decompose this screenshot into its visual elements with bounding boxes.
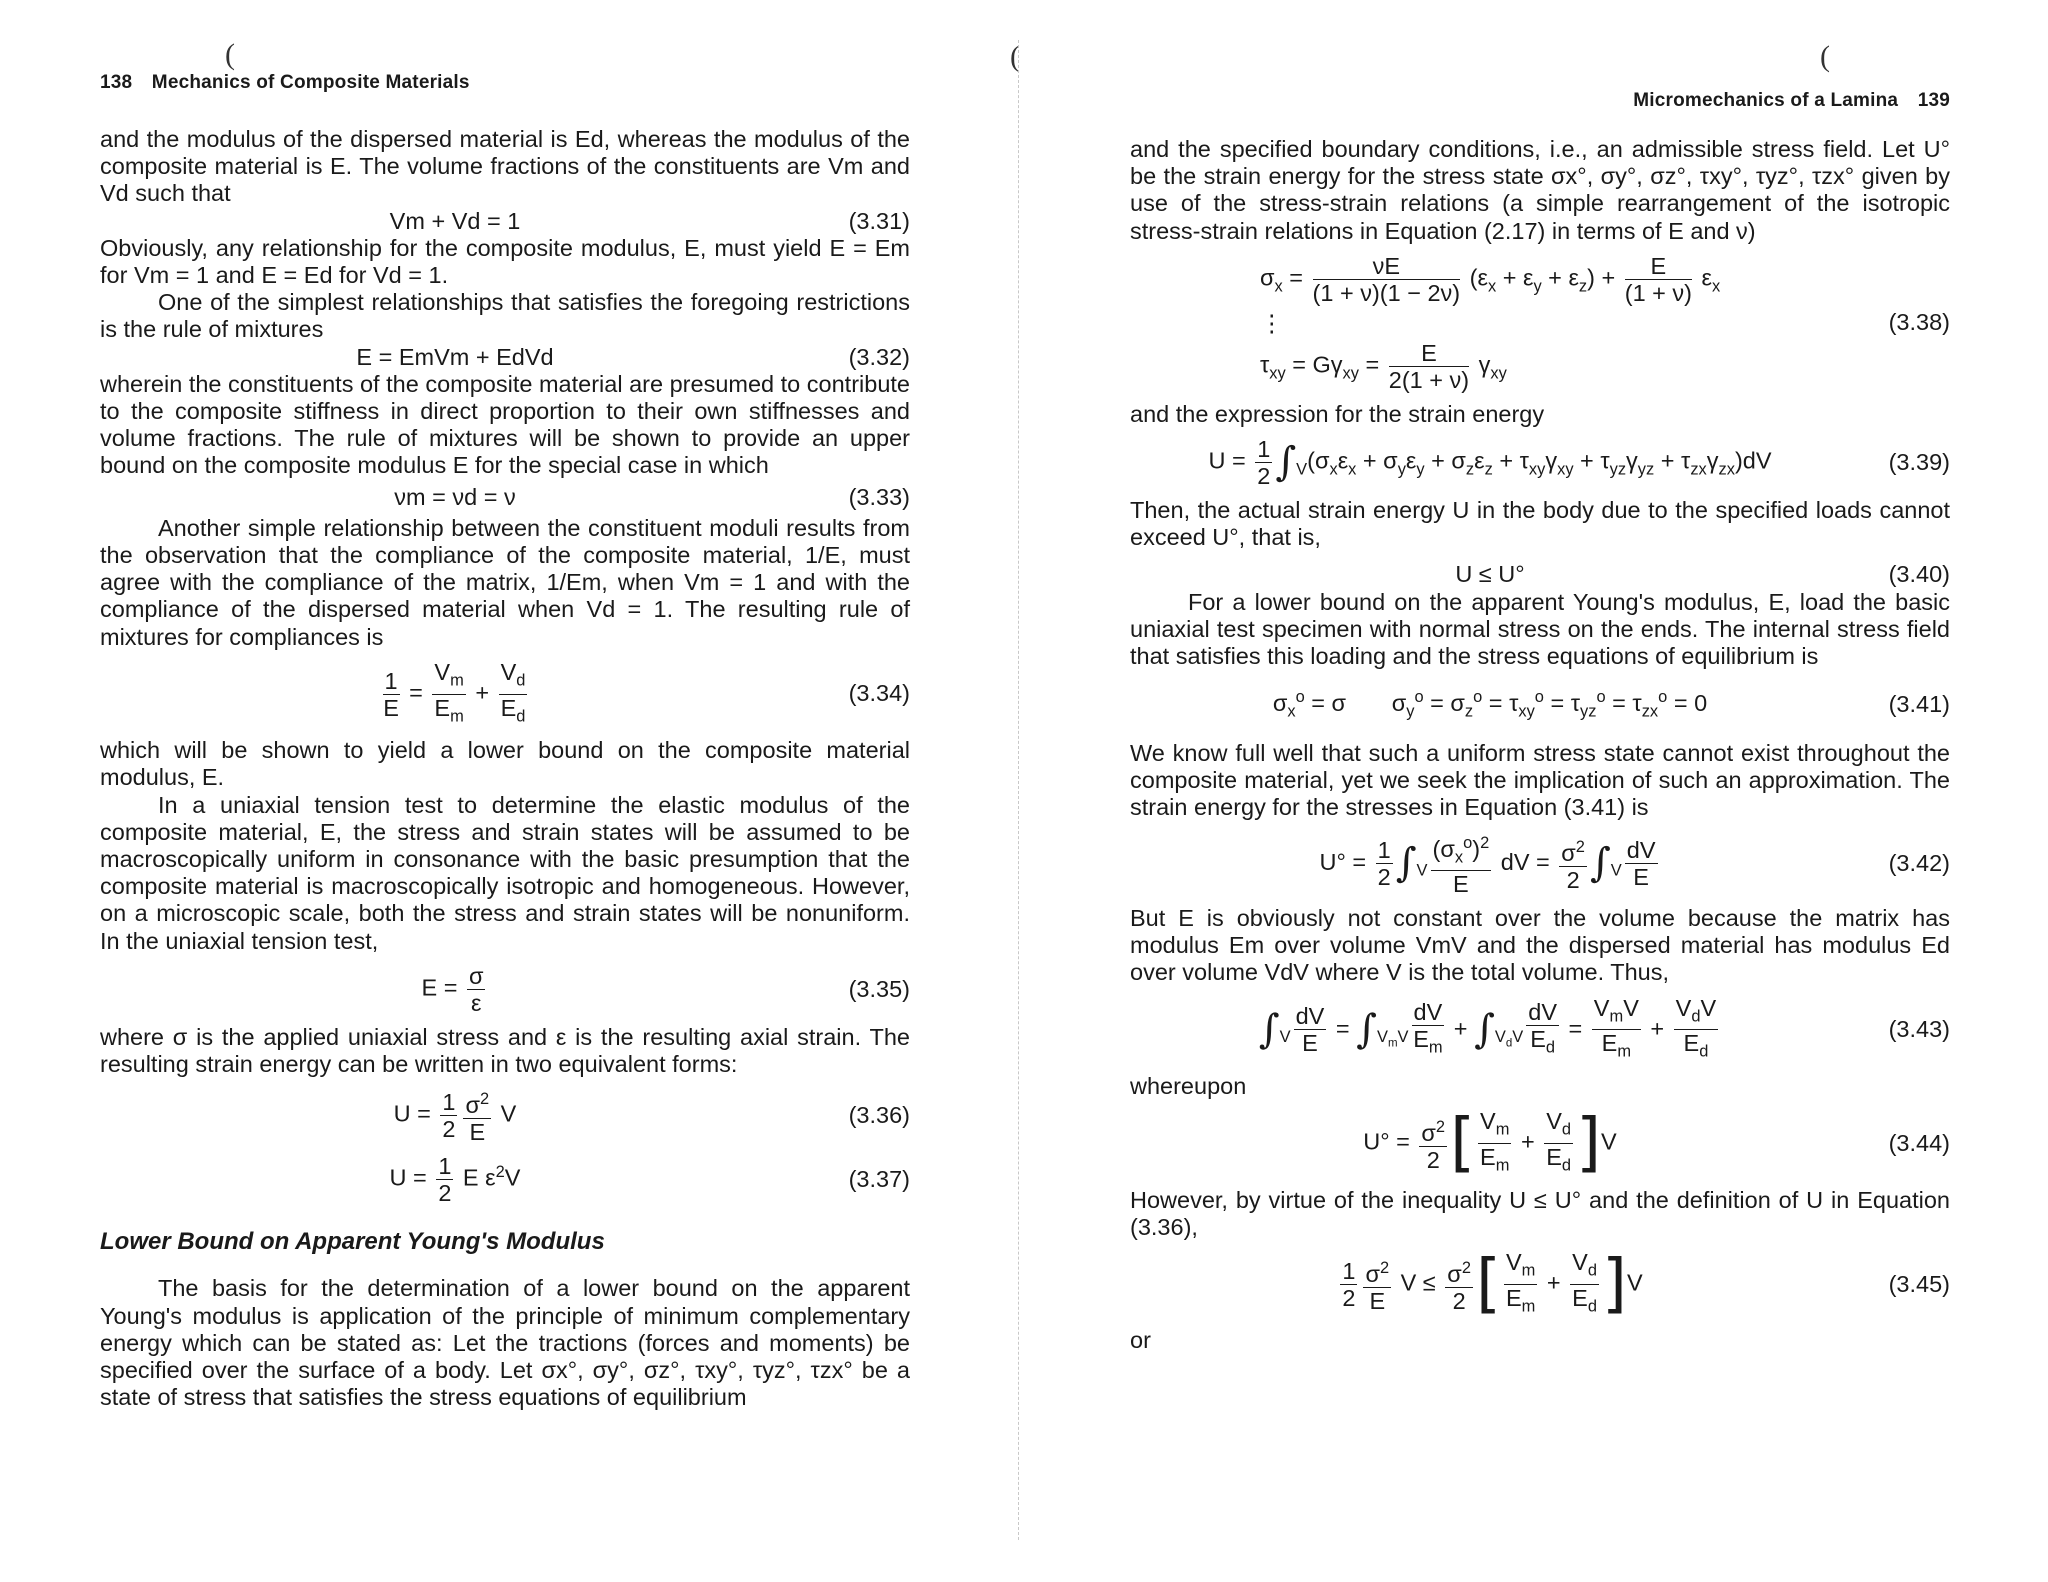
equation-number: (3.39) (1888, 448, 1950, 475)
equation-formula: $\sigma_x^o = \sigma$ $\sigma_y^o = \sigma_z^o = \tau_{xy}^o = \tau_{yz}^o = \tau_{zx}^o = 0$ (1272, 688, 1708, 721)
equation-number: (3.38) (1888, 309, 1950, 336)
equation-formula: U = $\frac{1}{2}$ $\frac{\sigma^2}{E}$ V (100, 1086, 810, 1145)
equation-formula: U° = $\frac{1}{2}$ $\int_V$ $\frac{(\sigma_x^o)^2}{E}$ dV = $\frac{\sigma^2}{2}$ $\int_V$ $\frac{dV}{E}$ (1130, 830, 1850, 898)
equation-number: (3.45) (1888, 1270, 1950, 1297)
equation-formula: $\sigma_x$ = $\frac{\nu E}{(1 + \nu)(1 - 2\nu)}$ $(\varepsilon_x + \varepsilon_y + \varepsilon_z)$ + $\frac{E}{(1 + \nu)}$ $\varepsilon_x$ ⋮ $\tau_{xy} = G\gamma_{xy}$ = $\frac{E}{2(1 + \nu)}$ $\gamma_{xy}$ (1260, 252, 1721, 393)
left-body (100, 126, 910, 1411)
paragraph: However, by virtue of the inequality U ≤ U° and the definition of U in Equation (3.36), (1130, 1186, 1950, 1240)
left-running-head (100, 72, 470, 94)
equation-3-43 (1130, 995, 1950, 1065)
scan-mark-right: ( (1820, 40, 1830, 73)
paragraph: Then, the actual strain energy U in the body due to the specified loads cannot exceed U°, that is, (1130, 497, 1950, 551)
equation-text: U ≤ U° (1455, 561, 1525, 588)
left-running-title: Mechanics of Composite Materials (151, 72, 470, 93)
equation-formula: U = $\frac{1}{2}$ E $\varepsilon^2V$ (389, 1153, 521, 1207)
equation-formula: $\frac{1}{2}$ $\frac{\sigma^2}{E}$ V ≤ $\frac{\sigma^2}{2}$ [ $\frac{V_m}{E_m}$ + $\frac{V_d}{E_d}$ ]V (1342, 1247, 1643, 1322)
paragraph: or (1130, 1327, 1151, 1354)
equation-formula: U° = $\frac{\sigma^2}{2}$ [ $\frac{V_m}{E_m}$ + $\frac{V_d}{E_d}$ ]V (1363, 1106, 1617, 1181)
paragraph: and the expression for the strain energy (1130, 400, 1545, 427)
paragraph: For a lower bound on the apparent Young's modulus, E, load the basic uniaxial test specimen with normal stress on the ends. The internal stress field that satisfies this loading and the stress equations of equilibrium is (1130, 588, 1950, 670)
equation-number: (3.42) (1888, 849, 1950, 876)
equation-number: (3.37) (848, 1165, 910, 1192)
right-page-number: 139 (1917, 90, 1950, 111)
equation-text: νm = νd = ν (394, 483, 516, 510)
equation-3-31 (100, 208, 910, 235)
equation-3-38 (1130, 253, 1950, 393)
equation-number: (3.34) (848, 680, 910, 707)
paragraph: Another simple relationship between the constituent moduli results from the observation that the compliance of the composite material, 1/E, must agree with the compliance of the matrix, 1/Em, when Vm = 1 and with the compliance of the dispersed material when Vd = 1. The resulting rule of mixtures for compliances is (100, 514, 910, 650)
equation-formula: $\frac{1}{E}$ = $\frac{V_m}{E_m}$ + $\frac{V_d}{E_d}$ (383, 658, 526, 726)
equation-3-34 (100, 659, 910, 729)
equation-3-45 (1130, 1247, 1950, 1322)
equation-text: Vm + Vd = 1 (389, 207, 521, 234)
equation-number: (3.36) (848, 1102, 910, 1129)
page-gutter (1018, 40, 1019, 1540)
equation-number: (3.40) (1888, 561, 1950, 588)
equation-number: (3.32) (848, 343, 910, 370)
equation-number: (3.35) (848, 975, 910, 1002)
paragraph: In a uniaxial tension test to determine the elastic modulus of the composite material, E, the stress and strain states will be assumed to be macroscopically uniform in consonance with the basic presumption that the composite material is macroscopically isotropic and homogeneous. However, on a microscopic scale, both the stress and strain states will be nonuniform. In the uniaxial tension test, (100, 791, 910, 954)
equation-3-32 (100, 344, 910, 371)
equation-text: E = EmVm + EdVd (356, 343, 554, 370)
section-heading: Lower Bound on Apparent Young's Modulus (100, 1228, 605, 1256)
equation-3-33 (100, 484, 910, 511)
equation-number: (3.44) (1888, 1129, 1950, 1156)
paragraph: One of the simplest relationships that satisfies the foregoing restrictions is the rule of mixtures (100, 289, 910, 343)
equation-3-36 (100, 1086, 910, 1145)
paragraph: Obviously, any relationship for the composite modulus, E, must yield E = Em for Vm = 1 and E = Ed for Vd = 1. (100, 234, 910, 289)
right-running-head (1633, 90, 1950, 112)
scan-mark-center: ( (1010, 40, 1020, 73)
equation-3-37 (100, 1153, 910, 1206)
paragraph: whereupon (1130, 1073, 1247, 1100)
paragraph: and the modulus of the dispersed material is Ed, whereas the modulus of the composite material is E. The volume fractions of the constituents are Vm and Vd such that (100, 126, 910, 207)
paragraph: We know full well that such a uniform stress state cannot exist throughout the composite material, yet we seek the implication of such an approximation. The strain energy for the stresses in Equation (3.41) is (1130, 739, 1950, 821)
equation-number: (3.41) (1888, 691, 1950, 718)
equation-3-44 (1130, 1106, 1950, 1181)
equation-number: (3.43) (1888, 1016, 1950, 1043)
equation-formula: E = $\frac{\sigma}{\varepsilon}$ (421, 962, 484, 1016)
paragraph: But E is obviously not constant over the volume because the matrix has modulus Em over volume VmV and the dispersed material has modulus Ed over volume VdV where V is the total volume. Thus, (1130, 905, 1950, 986)
equation-formula: U = $\frac{1}{2}$ $\int_V(\sigma_x\varepsilon_x + \sigma_y\varepsilon_y + \sigma_z\varepsilon_z + \tau_{xy}\gamma_{xy} + \tau_{yz}\gamma_{yz} + \tau_{zx}\gamma_{zx})dV$ (1208, 436, 1772, 490)
equation-3-40 (1130, 561, 1950, 588)
equation-3-39 (1130, 436, 1950, 489)
equation-formula: $\int_V$ $\frac{dV}{E}$ = $\int_{V_mV}$ $\frac{dV}{E_m}$ + $\int_{V_dV}$ $\frac{dV}{E_d}$ = $\frac{V_mV}{E_m}$ + $\frac{V_dV}{E_d}$ (1258, 994, 1717, 1062)
equation-number: (3.31) (848, 207, 910, 234)
left-page-number: 138 (100, 72, 133, 93)
right-body (1130, 136, 1950, 1355)
equation-3-41 (1130, 684, 1950, 726)
paragraph: wherein the constituents of the composite material are presumed to contribute to the composite stiffness in direct proportion to their own stiffnesses and volume fractions. The rule of mixtures will be shown to provide an upper bound on the composite modulus E for the special case in which (100, 370, 910, 479)
right-running-title: Micromechanics of a Lamina (1633, 90, 1899, 111)
paragraph: and the specified boundary conditions, i.e., an admissible stress field. Let U° be the strain energy for the stress state σx°, σy°, σz°, τxy°, τyz°, τzx° given by use of the stress-strain relations (a simple rearrangement of the isotropic stress-strain relations in Equation (2.17) in terms of E and ν) (1130, 136, 1950, 244)
paragraph: where σ is the applied uniaxial stress and ε is the resulting axial strain. The resulting strain energy can be written in two equivalent forms: (100, 1023, 910, 1078)
equation-3-42 (1130, 830, 1950, 898)
equation-3-35 (100, 963, 910, 1016)
scan-mark-left: ( (225, 38, 235, 71)
paragraph: which will be shown to yield a lower bound on the composite material modulus, E. (100, 737, 910, 791)
equation-number: (3.33) (848, 483, 910, 510)
paragraph: The basis for the determination of a lower bound on the apparent Young's modulus is application of the principle of minimum complementary energy which can be stated as: Let the tractions (forces and moments) be specified over the surface of a body. Let σx°, σy°, σz°, τxy°, τyz°, τzx° be a state of stress that satisfies the stress equations of equilibrium (100, 1275, 910, 1411)
